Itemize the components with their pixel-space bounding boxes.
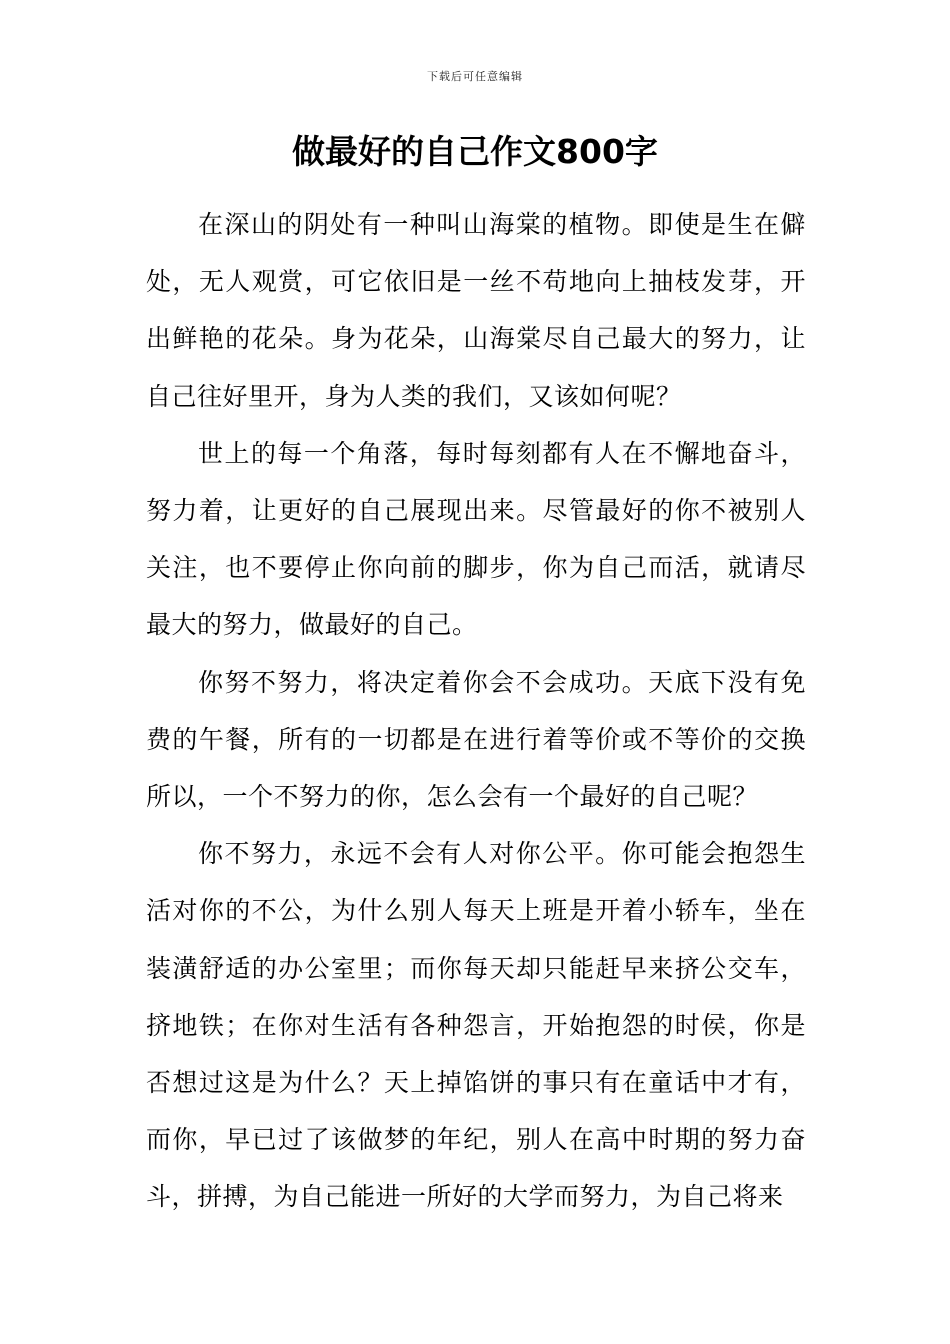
document-body bbox=[146, 196, 806, 1226]
paragraph: 世上的每一个角落，每时每刻都有人在不懈地奋斗，努力着，让更好的自己展现出来。尽管最好的你不被别人关注，也不要停止你向前的脚步，你为自己而活，就请尽最大的努力，做最好的自己。 bbox=[146, 438, 806, 640]
paragraph: 在深山的阴处有一种叫山海棠的植物。即使是生在僻处，无人观赏，可它依旧是一丝不苟地向上抽枝发芽，开出鲜艳的花朵。身为花朵，山海棠尽自己最大的努力，让自己往好里开，身为人类的我们，又该如何呢？ bbox=[146, 210, 806, 411]
header-note: 下载后可任意编辑 bbox=[427, 70, 523, 83]
document-title: 做最好的自己作文800字 bbox=[292, 132, 658, 171]
paragraph: 你不努力，永远不会有人对你公平。你可能会抱怨生活对你的不公，为什么别人每天上班是开着小轿车，坐在装潢舒适的办公室里；而你每天却只能赶早来挤公交车，挤地铁；在你对生活有各种怨言，开始抱怨的时侯，你是否想过这是为什么？天上掉馅饼的事只有在童话中才有，而你，早已过了该做梦的年纪，别人在高中时期的努力奋斗，拼搏，为自己能进一所好的大学而努力，为自己将来 bbox=[146, 839, 806, 1212]
paragraph: 你努不努力，将决定着你会不会成功。天底下没有免费的午餐，所有的一切都是在进行着等价或不等价的交换所以，一个不努力的你，怎么会有一个最好的自己呢？ bbox=[146, 667, 806, 812]
